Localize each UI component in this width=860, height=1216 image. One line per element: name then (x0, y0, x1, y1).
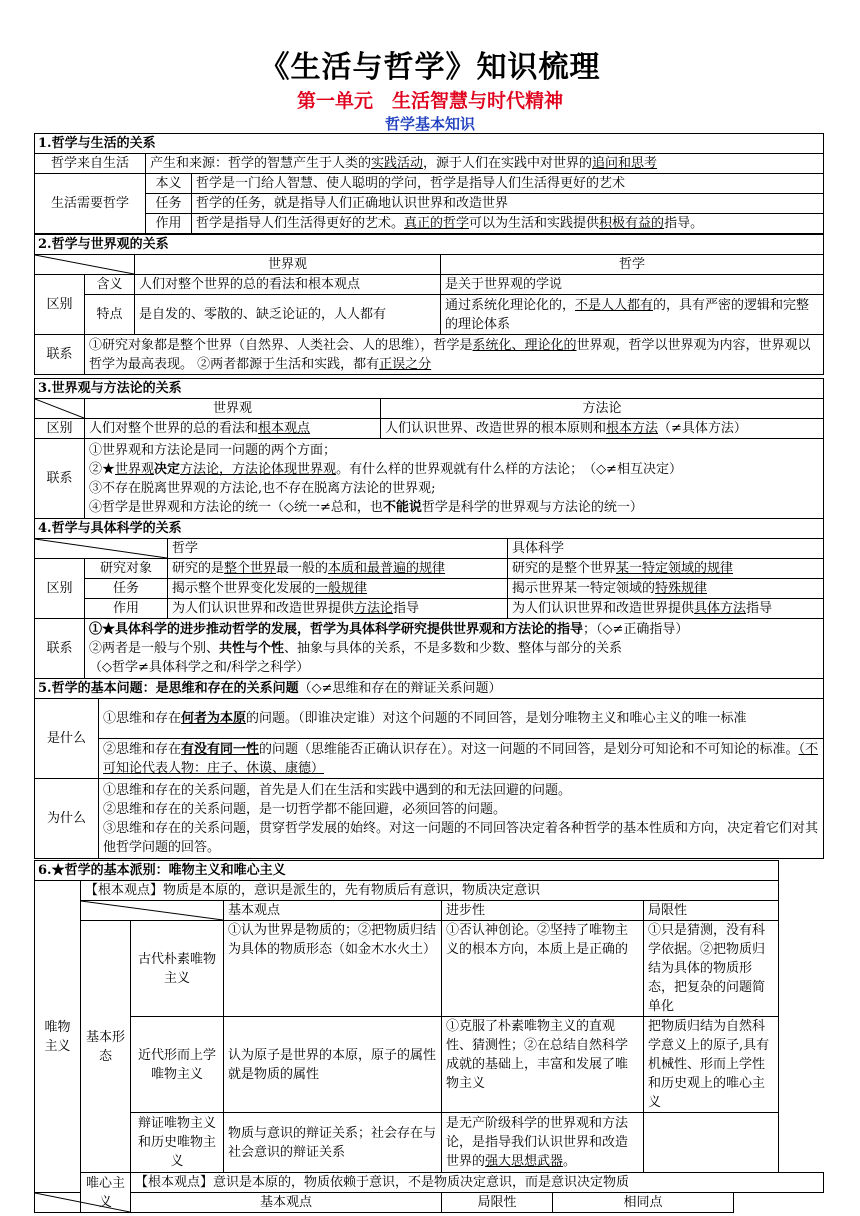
cell-text: 揭示整个世界变化发展的一般规律 (168, 579, 508, 599)
cell-text: 【根本观点】物质是本原的，意识是派生的，先有物质后有意识，物质决定意识 (81, 881, 779, 901)
form-name: 古代朴素唯物主义 (131, 921, 224, 1017)
cell-text: 研究的是整个世界最一般的本质和最普遍的规律 (168, 559, 508, 579)
cell-text: 是无产阶级科学的世界观和方法论，是指导我们认识世界和改造世界的强大思想武器。 (442, 1113, 644, 1173)
cell-text: 研究的是整个世界某一特定领域的规律 (508, 559, 824, 579)
cell-text: 通过系统化理论化的，不是人人都有的，具有严密的逻辑和完整的理论体系 (441, 295, 824, 335)
cell-text: ①认为世界是物质的；②把物质归结为具体的物质形态（如金木水火土） (224, 921, 442, 1017)
column-header: 世界观 (135, 255, 441, 275)
key-cell: 含义 (85, 275, 135, 295)
key-cell: 任务 (146, 194, 192, 214)
section-subtitle: 哲学基本知识 (384, 115, 475, 133)
key-cell: 作用 (85, 599, 168, 619)
column-header: 哲学 (168, 539, 508, 559)
table-philosophy-worldview (34, 234, 824, 375)
cell-text: 哲学的任务，就是指导人们正确地认识世界和改造世界 (192, 194, 824, 214)
form-name: 近代形而上学唯物主义 (131, 1017, 224, 1113)
cell-text: 人们认识世界、改造世界的根本原则和根本方法（≠具体方法） (381, 419, 824, 439)
page-title: 《生活与哲学》知识梳理 (259, 50, 601, 85)
column-header: 基本观点 (224, 901, 442, 921)
cell-text: 物质与意识的辩证关系；社会存在与社会意识的辩证关系 (224, 1113, 442, 1173)
table-basic-schools (34, 860, 824, 1213)
cell-text: 产生和来源：哲学的智慧产生于人类的实践活动，源于人们在实践中对世界的追问和思考 (146, 154, 824, 174)
row-label: 是什么 (35, 699, 99, 779)
unit-heading: 第一单元 生活智慧与时代精神 (296, 90, 563, 112)
column-header: 进步性 (442, 901, 644, 921)
row-label: 联系 (35, 619, 85, 679)
cell-text: 人们对整个世界的总的看法和根本观点 (85, 419, 381, 439)
row-label: 联系 (35, 335, 85, 375)
column-header: 哲学 (441, 255, 824, 275)
cell-text (644, 1113, 779, 1173)
table-philosophy-science (34, 518, 824, 679)
column-header: 具体科学 (508, 539, 824, 559)
section-heading: 1.哲学与生活的关系 (35, 134, 824, 154)
cell-text: ①研究对象都是整个世界（自然界、人类社会、人的思维），哲学是系统化、理论化的世界观，哲学以世界观为内容，世界观以哲学为最高表现。 ②两者都源于生活和实践，都有正误之分 (85, 335, 824, 375)
cell-text: ①★具体科学的进步推动哲学的发展，哲学为具体科学研究提供世界观和方法论的指导；（◇≠正确指导） ②两者是一般与个别、共性与个性、抽象与具体的关系，不是多数和少数、整体与部分的关系 （◇哲学≠具体科学之和/科学之科学） (85, 619, 824, 679)
column-header: 方法论 (381, 399, 824, 419)
key-cell: 任务 (85, 579, 168, 599)
table-philosophy-life (34, 133, 824, 234)
row-label: 哲学来自生活 (35, 154, 146, 174)
cell-text: 哲学是指导人们生活得更好的艺术。真正的哲学可以为生活和实践提供积极有益的指导。 (192, 214, 824, 234)
section-heading: 2.哲学与世界观的关系 (35, 235, 824, 255)
cell-text: ①只是猜测，没有科学依据。②把物质归结为具体的物质形态，把复杂的问题简单化 (644, 921, 779, 1017)
column-header: 局限性 (442, 1193, 553, 1213)
key-cell: 特点 (85, 295, 135, 335)
row-label: 基本形态 (81, 921, 131, 1173)
cell-text: ①否认神创论。②坚持了唯物主义的根本方向，本质上是正确的 (442, 921, 644, 1017)
cell-text: 人们对整个世界的总的看法和根本观点 (135, 275, 441, 295)
row-label: 区别 (35, 559, 85, 619)
cell-text: 揭示世界某一特定领域的特殊规律 (508, 579, 824, 599)
column-header: 基本观点 (131, 1193, 442, 1213)
cell-text: 是关于世界观的学说 (441, 275, 824, 295)
row-label: 区别 (35, 419, 85, 439)
diagonal-header-cell (81, 901, 224, 921)
diagonal-header-cell (35, 539, 168, 559)
cell-text: ①世界观和方法论是同一问题的两个方面； ②★世界观决定方法论，方法论体现世界观。有什么样的世界观就有什么样的方法论； （◇≠相互决定） ③不存在脱离世界观的方法论,也不存在脱离方法论的世界观; ④哲学是世界观和方法论的统一（◇统一≠总和，也不能说哲学是科学的世界观与方法论的统一） (85, 439, 824, 519)
cell-text: 是自发的、零散的、缺乏论证的，人人都有 (135, 295, 441, 335)
cell-text: 为人们认识世界和改造世界提供方法论指导 (168, 599, 508, 619)
section-heading: 3.世界观与方法论的关系 (35, 379, 824, 399)
column-header: 局限性 (644, 901, 779, 921)
cell-text: 把物质归结为自然科学意义上的原子,具有机械性、形而上学性和历史观上的唯心主义 (644, 1017, 779, 1113)
cell-text: 为人们认识世界和改造世界提供具体方法指导 (508, 599, 824, 619)
table-worldview-methodology (34, 378, 824, 519)
column-header: 世界观 (85, 399, 381, 419)
key-cell: 本义 (146, 174, 192, 194)
diagonal-header-cell (35, 255, 135, 275)
cell-text: ①思维和存在何者为本原的问题。（即谁决定谁）对这个问题的不同回答，是划分唯物主义和唯心主义的唯一标准 (99, 699, 824, 739)
row-label: 联系 (35, 439, 85, 519)
cell-text: 【根本观点】意识是本原的，物质依赖于意识，不是物质决定意识，而是意识决定物质 (131, 1173, 824, 1193)
key-cell: 研究对象 (85, 559, 168, 579)
cell-text: ①克服了朴素唯物主义的直观性、猜测性；②在总结自然科学成就的基础上，丰富和发展了唯物主义 (442, 1017, 644, 1113)
row-label: 区别 (35, 275, 85, 335)
cell-text: 认为原子是世界的本原，原子的属性就是物质的属性 (224, 1017, 442, 1113)
cell-text: ②思维和存在有没有同一性的问题（思维能否正确认识存在）。对这一问题的不同回答，是划分可知论和不可知论的标准。（不可知论代表人物：庄子、休谟、康德） (99, 739, 824, 779)
row-label: 唯心主义 (81, 1173, 131, 1213)
cell-text: 哲学是一门给人智慧、使人聪明的学问，哲学是指导人们生活得更好的艺术 (192, 174, 824, 194)
row-label: 唯物主义 (35, 881, 81, 1193)
diagonal-header-cell (35, 399, 85, 419)
row-label: 为什么 (35, 779, 99, 859)
cell-text: ①思维和存在的关系问题，首先是人们在生活和实践中遇到的和无法回避的问题。 ②思维和存在的关系问题，是一切哲学都不能回避，必须回答的问题。 ③思维和存在的关系问题，贯穿哲学发展的始终。对这一问题的不同回答决定着各种哲学的基本性质和方向，决定着它们对其他哲学问题的回答。 (99, 779, 824, 859)
form-name: 辩证唯物主义和历史唯物主义 (131, 1113, 224, 1173)
key-cell: 作用 (146, 214, 192, 234)
section-heading: 5.哲学的基本问题：是思维和存在的关系问题（◇≠思维和存在的辩证关系问题） (35, 679, 824, 699)
section-heading: 6.★哲学的基本派别：唯物主义和唯心主义 (35, 861, 779, 881)
diagonal-header-cell (35, 1193, 131, 1213)
column-header: 相同点 (553, 1193, 734, 1213)
section-heading: 4.哲学与具体科学的关系 (35, 519, 824, 539)
row-label: 生活需要哲学 (35, 174, 146, 234)
table-basic-question (34, 678, 824, 859)
